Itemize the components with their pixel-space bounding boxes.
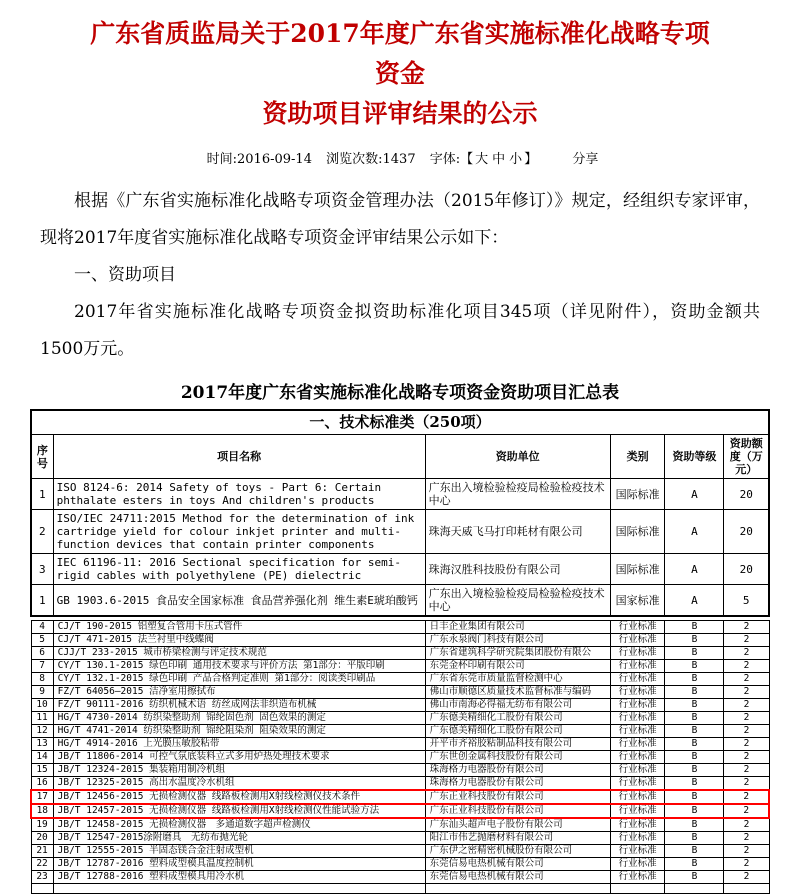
cell-grade: B: [665, 777, 724, 791]
cell-project-name: FZ/T 64056—2015 洁净室用擦拭布: [53, 686, 425, 699]
font-size-controls: [430, 148, 537, 167]
cell-amount: 20: [724, 479, 769, 510]
cell-funded-org: 佛山市南海必得福无纺布有限公司: [425, 699, 610, 712]
cell-grade: B: [665, 871, 724, 884]
cell-project-name: JB/T 12456-2015 无损检测仪器 线路板检测用X射线检测仪技术条件: [53, 790, 425, 804]
cell-funded-org: 佛山市顺德区质量技术监督标准与编码: [425, 686, 610, 699]
cell-category: 行业标准: [610, 818, 665, 832]
cell-project-name: JB/T 12787-2016 塑料成型模具温度控制机: [53, 858, 425, 871]
table-row: [31, 686, 769, 699]
table-row: [31, 832, 769, 845]
cell-category: 行业标准: [610, 832, 665, 845]
cell-category: 行业标准: [610, 673, 665, 686]
cell-category: 行业标准: [610, 686, 665, 699]
cell-no: 20: [31, 832, 53, 845]
font-label: 字体:: [429, 152, 461, 167]
cell-amount: 20: [724, 510, 769, 554]
cell-no: 18: [31, 804, 53, 818]
cell-no: 10: [31, 699, 53, 712]
cell-category: 行业标准: [610, 804, 665, 818]
table-row: [31, 871, 769, 884]
summary-table-title: 2017年度广东省实施标准化战略专项资金资助项目汇总表: [180, 383, 620, 403]
table-row: [31, 777, 769, 791]
table-row: [31, 858, 769, 871]
cell-funded-org: 广东汕头超声电子股份有限公司: [425, 818, 610, 832]
table-row: [31, 738, 769, 751]
cell-funded-org: 广东永泉阀门科技有限公司: [425, 634, 610, 647]
cell-category: 行业标准: [610, 634, 665, 647]
cell-grade: B: [665, 858, 724, 871]
cell-grade: A: [665, 479, 724, 510]
cell-amount: 2: [724, 686, 769, 699]
cell-grade: B: [665, 764, 724, 777]
cell-grade: B: [665, 845, 724, 858]
cell-grade: A: [665, 554, 724, 585]
cell-grade: B: [665, 832, 724, 845]
cell-grade: B: [665, 738, 724, 751]
cell-funded-org: 开平市齐裕胶粘制品科技有限公司: [425, 738, 610, 751]
time-label: 时间:: [206, 152, 238, 167]
page-title: [30, 14, 770, 134]
table-row: [31, 660, 769, 673]
cell-grade: B: [665, 660, 724, 673]
cell-project-name: JB/T 11806-2014 可控气氛底装料立式多用炉热处理技术要求: [53, 751, 425, 764]
cell-funded-org: 广东正业科技股份有限公司: [425, 790, 610, 804]
col-header-category: 类别: [610, 435, 665, 479]
views-value: 1437: [382, 152, 416, 167]
cell-no: 15: [31, 764, 53, 777]
cell-category: 行业标准: [610, 647, 665, 660]
cell-amount: 5: [724, 585, 769, 617]
table-column-header-row: [31, 435, 769, 479]
cell-grade: A: [665, 510, 724, 554]
cell-funded-org: 珠海格力电器股份有限公司: [425, 764, 610, 777]
cell-grade: B: [665, 712, 724, 725]
cell-funded-org: 东莞金杯印刷有限公司: [425, 660, 610, 673]
table-row: [31, 479, 769, 510]
cell-funded-org: 广东省东莞市质量监督检测中心: [425, 673, 610, 686]
cell-grade: B: [665, 790, 724, 804]
share-button[interactable]: 分享: [572, 152, 599, 167]
cell-category: 行业标准: [610, 858, 665, 871]
cell-project-name: CY/T 132.1-2015 绿色印刷 产品合格判定准则 第1部分：阅读类印刷品: [53, 673, 425, 686]
page-title-line2: 资助项目评审结果的公示: [262, 99, 538, 128]
cell-funded-org: 阳江市伟艺抛磨材料有限公司: [425, 832, 610, 845]
cell-amount: 2: [724, 871, 769, 884]
table-row: [31, 845, 769, 858]
font-bracket-open: 【: [460, 152, 474, 167]
cell-no: 9: [31, 686, 53, 699]
cell-amount: 2: [724, 818, 769, 832]
cell-project-name: CJ/T 471-2015 法兰衬里中线蝶阀: [53, 634, 425, 647]
cell-project-name: ISO/IEC 24711:2015 Method for the determination of ink cartridge yield for colour inkjet printer and multi-function devices that contain printer components: [53, 510, 425, 554]
cell-project-name: GB 1903.6-2015 食品安全国家标准 食品营养强化剂 维生素E琥珀酸钙: [53, 585, 425, 617]
cell-category: 行业标准: [610, 764, 665, 777]
table-row: [31, 621, 769, 634]
cell-grade: A: [665, 585, 724, 617]
cell-funded-org: 广东出入境检验检疫局检验检疫技术中心: [425, 585, 610, 617]
cell-project-name: JB/T 12324-2015 集装箱用制冷机组: [53, 764, 425, 777]
font-size-small-button[interactable]: 小: [509, 152, 523, 167]
cell-funded-org: 珠海汉胜科技股份有限公司: [425, 554, 610, 585]
cell-no: 12: [31, 725, 53, 738]
cell-project-name: JB/T 12325-2015 高出水温度冷水机组: [53, 777, 425, 791]
cell-category: 国际标准: [610, 554, 665, 585]
cell-no: 21: [31, 845, 53, 858]
cell-amount: 2: [724, 804, 769, 818]
cell-category: 行业标准: [610, 712, 665, 725]
cell-category: 行业标准: [610, 871, 665, 884]
cell-no: 1: [31, 479, 53, 510]
summary-table-main: [30, 409, 770, 617]
cell-amount: 2: [724, 712, 769, 725]
cell-no: 7: [31, 660, 53, 673]
cell-project-name: ISO 8124-6: 2014 Safety of toys - Part 6: Certain phthalate esters in toys And children's products: [53, 479, 425, 510]
cell-grade: B: [665, 725, 724, 738]
paragraph-section-heading: 一、资助项目: [74, 265, 176, 285]
cell-project-name: JB/T 12788-2016 塑料成型模具用冷水机: [53, 871, 425, 884]
table-row: [31, 818, 769, 832]
summary-table-continued: [30, 620, 770, 894]
table-section-header: 一、技术标准类（250项）: [31, 410, 769, 435]
cell-no: 4: [31, 621, 53, 634]
cell-project-name: HG/T 4741-2014 纺织染整助剂 锦纶阻染剂 阻染效果的测定: [53, 725, 425, 738]
table-row: [31, 790, 769, 804]
col-header-amount: 资助额度（万元）: [724, 435, 769, 479]
cell-category: 行业标准: [610, 621, 665, 634]
cell-project-name: JB/T 12555-2015 半固态镁合金注射成型机: [53, 845, 425, 858]
cell-grade: B: [665, 673, 724, 686]
cell-amount: 2: [724, 634, 769, 647]
cell-amount: 2: [724, 790, 769, 804]
cell-grade: B: [665, 686, 724, 699]
cell-no: 3: [31, 554, 53, 585]
cell-no: 23: [31, 871, 53, 884]
cell-amount: 2: [724, 725, 769, 738]
publish-time: [207, 148, 312, 167]
cell-project-name: HG/T 4730-2014 纺织染整助剂 锦纶固色剂 固色效果的测定: [53, 712, 425, 725]
cell-amount: 2: [724, 777, 769, 791]
table-row: [31, 699, 769, 712]
cell-grade: B: [665, 699, 724, 712]
cell-project-name: JB/T 12547-2015涂附磨具 无纺布抛光轮: [53, 832, 425, 845]
page-title-line1: 广东省质监局关于2017年度广东省实施标准化战略专项资金: [90, 19, 710, 88]
cell-amount: 2: [724, 845, 769, 858]
cell-no: 1: [31, 585, 53, 617]
cell-no: 6: [31, 647, 53, 660]
cell-category: 行业标准: [610, 660, 665, 673]
cell-grade: B: [665, 751, 724, 764]
cell-category: 行业标准: [610, 790, 665, 804]
col-header-no: 序号: [31, 435, 53, 479]
cell-amount: 2: [724, 673, 769, 686]
cell-grade: B: [665, 621, 724, 634]
cell-no: 8: [31, 673, 53, 686]
cell-funded-org: 珠海天威飞马打印耗材有限公司: [425, 510, 610, 554]
paragraph-funding: 2017年省实施标准化战略专项资金拟资助标准化项目345项（详见附件），资助金额共1500万元。: [40, 302, 760, 359]
table-row: [31, 712, 769, 725]
cell-funded-org: 广东省建筑科学研究院集团股份有限公: [425, 647, 610, 660]
cell-funded-org: 广东德美精细化工股份有限公司: [425, 712, 610, 725]
cell-grade: B: [665, 647, 724, 660]
cell-category: 行业标准: [610, 699, 665, 712]
cell-amount: 2: [724, 832, 769, 845]
cell-amount: 2: [724, 699, 769, 712]
table-row: [31, 673, 769, 686]
cell-funded-org: 广东正业科技股份有限公司: [425, 804, 610, 818]
paragraph-intro: 根据《广东省实施标准化战略专项资金管理办法（2015年修订）》规定，经组织专家评审，现将2017年度省实施标准化战略专项资金评审结果公示如下：: [40, 191, 760, 248]
cell-amount: 20: [724, 554, 769, 585]
cell-project-name: IEC 61196-11: 2016 Sectional specification for semi-rigid cables with polyethylene (PE) dielectric: [53, 554, 425, 585]
cell-grade: B: [665, 804, 724, 818]
table-row: [31, 751, 769, 764]
cell-category: 国际标准: [610, 479, 665, 510]
cell-grade: B: [665, 818, 724, 832]
table-row: [31, 554, 769, 585]
cell-no: 16: [31, 777, 53, 791]
table-row: [31, 725, 769, 738]
cell-no: 14: [31, 751, 53, 764]
cell-funded-org: 广东德美精细化工股份有限公司: [425, 725, 610, 738]
table-row-cutoff: [31, 884, 769, 894]
cell-funded-org: 东莞信易电热机械有限公司: [425, 858, 610, 871]
cell-project-name: CJ/T 190-2015 铝塑复合管用卡压式管件: [53, 621, 425, 634]
cell-category: 行业标准: [610, 725, 665, 738]
table-section-header-row: [31, 410, 769, 435]
table-row: [31, 647, 769, 660]
table-row: [31, 585, 769, 617]
article-body: [30, 183, 770, 368]
table-row: [31, 510, 769, 554]
cell-funded-org: 珠海格力电器股份有限公司: [425, 777, 610, 791]
cell-category: 行业标准: [610, 751, 665, 764]
cell-no: 22: [31, 858, 53, 871]
cell-funded-org: 广东出入境检验检疫局检验检疫技术中心: [425, 479, 610, 510]
cell-amount: 2: [724, 858, 769, 871]
cell-funded-org: 东莞信易电热机械有限公司: [425, 871, 610, 884]
cell-amount: 2: [724, 647, 769, 660]
table-row: [31, 764, 769, 777]
cell-project-name: FZ/T 90111-2016 纺织机械术语 纺丝成网法非织造布机械: [53, 699, 425, 712]
cell-no: 17: [31, 790, 53, 804]
cell-grade: B: [665, 634, 724, 647]
cell-no: 11: [31, 712, 53, 725]
time-value: 2016-09-14: [237, 152, 312, 167]
col-header-grade: 资助等级: [665, 435, 724, 479]
cell-amount: 2: [724, 660, 769, 673]
meta-bar: [30, 148, 770, 167]
cell-no: 13: [31, 738, 53, 751]
cell-amount: 2: [724, 751, 769, 764]
cell-no: 5: [31, 634, 53, 647]
cell-amount: 2: [724, 764, 769, 777]
font-bracket-close: 】: [524, 152, 538, 167]
cell-project-name: CJJ/T 233-2015 城市桥梁检测与评定技术规范: [53, 647, 425, 660]
font-size-medium-button[interactable]: 中: [492, 152, 506, 167]
cell-amount: 2: [724, 738, 769, 751]
cell-category: 行业标准: [610, 738, 665, 751]
cell-category: 国家标准: [610, 585, 665, 617]
cell-project-name: CY/T 130.1-2015 绿色印刷 通用技术要求与评价方法 第1部分：平版印刷: [53, 660, 425, 673]
cell-funded-org: 广东世创金属科技股份有限公司: [425, 751, 610, 764]
cell-project-name: JB/T 12458-2015 无损检测仪器 多通道数字超声检测仪: [53, 818, 425, 832]
cell-no: 2: [31, 510, 53, 554]
cell-category: 国际标准: [610, 510, 665, 554]
table-row: [31, 804, 769, 818]
views-label: 浏览次数:: [326, 152, 383, 167]
cell-project-name: JB/T 12457-2015 无损检测仪器 线路板检测用X射线检测仪性能试验方法: [53, 804, 425, 818]
cell-category: 行业标准: [610, 777, 665, 791]
cell-no: 19: [31, 818, 53, 832]
cell-category: 行业标准: [610, 845, 665, 858]
cell-funded-org: 广东伊之密精密机械股份有限公司: [425, 845, 610, 858]
col-header-project-name: 项目名称: [53, 435, 425, 479]
cell-funded-org: 日丰企业集团有限公司: [425, 621, 610, 634]
table-row: [31, 634, 769, 647]
cell-amount: 2: [724, 621, 769, 634]
font-size-large-button[interactable]: 大: [475, 152, 489, 167]
col-header-funded-org: 资助单位: [425, 435, 610, 479]
cell-project-name: HG/T 4914-2016 上光膜压敏胶粘带: [53, 738, 425, 751]
view-count: [326, 148, 415, 167]
